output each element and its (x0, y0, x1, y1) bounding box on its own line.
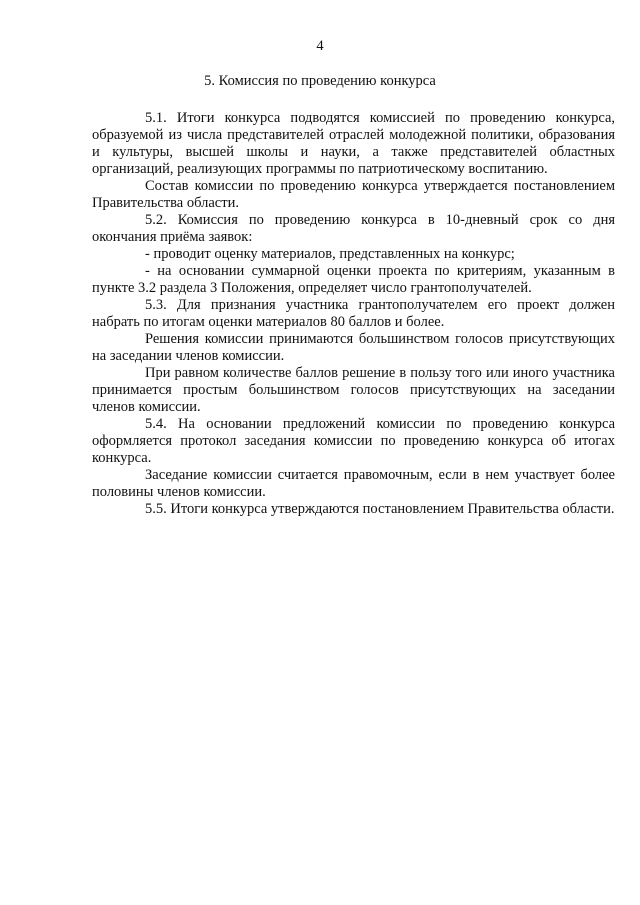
paragraph-5-5: 5.5. Итоги конкурса утверждаются постановлением Правительства области. (145, 501, 615, 517)
paragraph-5-1: 5.1. Итоги конкурса подводятся комиссией по проведению конкурса, образуемой из числа представителей отраслей молодежной политики, образования и культуры, высшей школы и науки, а также представителей областных организаций, реализующих программы по патриотическому воспитанию. (92, 110, 615, 177)
paragraph-5-2: 5.2. Комиссия по проведению конкурса в 10-дневный срок со дня окончания приёма заявок: (92, 212, 615, 245)
list-item-grantees: - на основании суммарной оценки проекта по критериям, указанным в пункте 3.2 раздела 3 Положения, определяет число грантополучателей. (92, 263, 615, 296)
paragraph-5-4: 5.4. На основании предложений комиссии по проведению конкурса оформляется протокол заседания комиссии по проведению конкурса об итогах конкурса. (92, 416, 615, 466)
list-item-evaluation: - проводит оценку материалов, представленных на конкурс; (145, 246, 515, 262)
paragraph-quorum: Заседание комиссии считается правомочным, если в нем участвует более половины членов комиссии. (92, 467, 615, 500)
section-title: 5. Комиссия по проведению конкурса (204, 73, 436, 89)
page-number: 4 (316, 38, 324, 54)
paragraph-5-3: 5.3. Для признания участника грантополучателем его проект должен набрать по итогам оценки материалов 80 баллов и более. (92, 297, 615, 330)
paragraph-equal-scores: При равном количестве баллов решение в пользу того или иного участника принимается простым большинством голосов присутствующих на заседании членов комиссии. (92, 365, 615, 415)
section-body (92, 110, 615, 518)
paragraph-commission-composition: Состав комиссии по проведению конкурса утверждается постановлением Правительства области. (92, 178, 615, 211)
paragraph-decisions: Решения комиссии принимаются большинством голосов присутствующих на заседании членов комиссии. (92, 331, 615, 364)
